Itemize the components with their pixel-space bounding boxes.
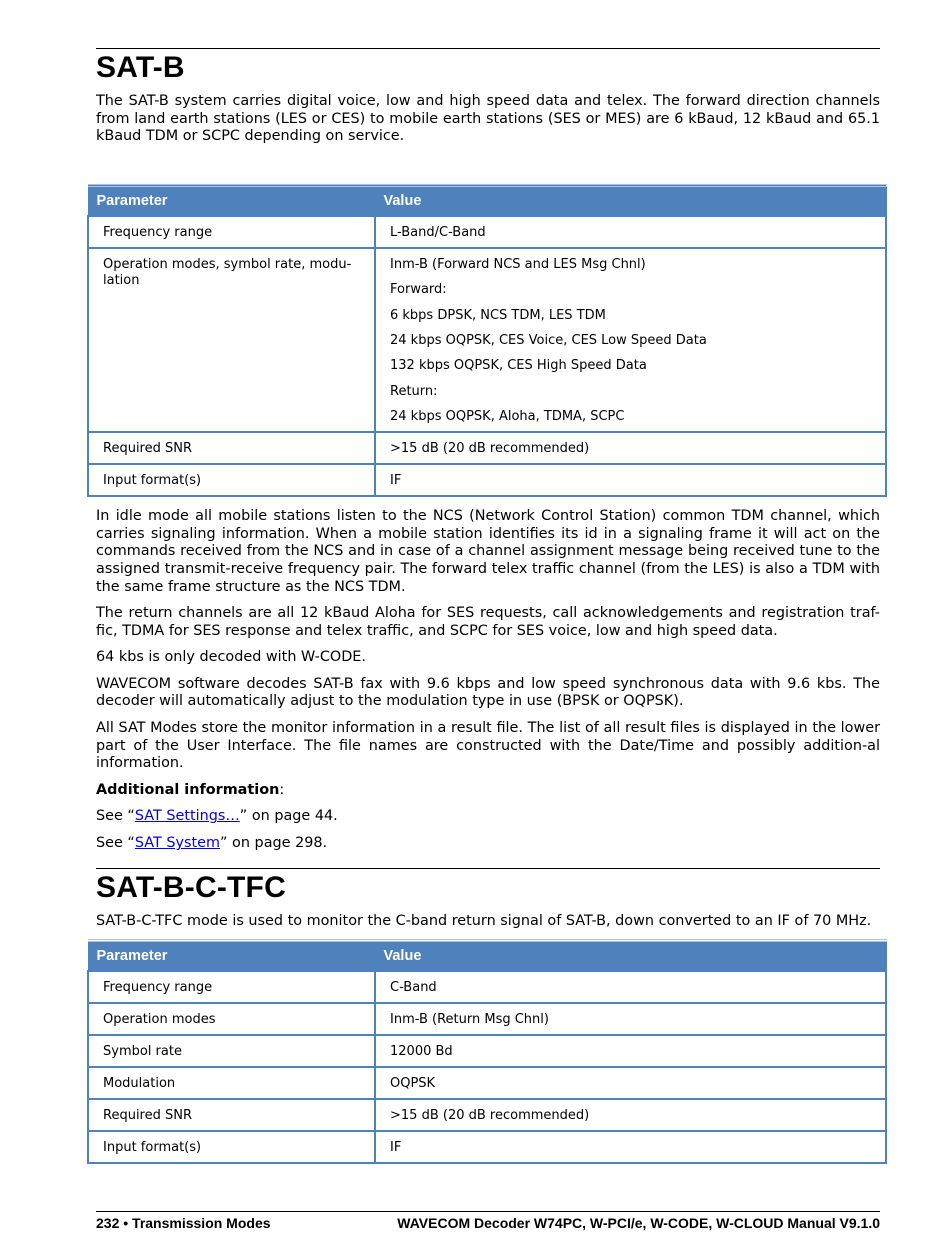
value-line: 6 kbps DPSK, NCS TDM, LES TDM	[390, 307, 606, 323]
parameter-cell: Required SNR	[88, 1099, 375, 1131]
section-title-sat-b-c-tfc: SAT-B-C-TFC	[96, 870, 286, 904]
parameter-cell: Frequency range	[88, 216, 375, 248]
table-row	[88, 1099, 886, 1131]
parameter-cell: Modulation	[88, 1067, 375, 1099]
value-line: C-Band	[390, 980, 437, 996]
value-line: 132 kbps OQPSK, CES High Speed Data	[390, 358, 647, 374]
see-also-prefix: See “	[96, 835, 135, 852]
header-parameter: Parameter	[88, 941, 375, 972]
footer-page-section: 232 • Transmission Modes	[96, 1215, 271, 1231]
value-cell	[375, 464, 886, 496]
value-line: 12000 Bd	[390, 1044, 453, 1060]
table-header-row	[88, 941, 886, 972]
see-also-suffix: ” on page 44.	[239, 808, 338, 825]
sat-b-intro: The SAT-B system carries digital voice, low and high speed data and telex. The forward direction channels from land earth stations (LES or CES) to mobile earth stations (SES or MES) are 6 kBaud, 12 kBaud and 65.1 kBaud TDM or SCPC depending on service.	[96, 93, 880, 145]
additional-information-colon: :	[279, 781, 285, 798]
see-also-line	[96, 835, 880, 853]
footer-manual-title: WAVECOM Decoder W74PC, W-PCI/e, W-CODE, W-CLOUD Manual V9.1.0	[397, 1215, 880, 1231]
header-value: Value	[375, 941, 886, 972]
value-cell	[375, 1131, 886, 1163]
parameter-cell: Input format(s)	[88, 1131, 375, 1163]
cross-reference-link[interactable]: SAT Settings…	[134, 808, 240, 825]
see-also-links	[96, 808, 880, 852]
value-line: 24 kbps OQPSK, CES Voice, CES Low Speed Data	[390, 332, 707, 348]
body-paragraph: WAVECOM software decodes SAT-B fax with 9.6 kbps and low speed synchronous data with 9.6 kbs. The decoder will automatically adjust to the modulation type in use (BPSK or OQPSK).	[96, 675, 880, 710]
table-row	[88, 464, 886, 496]
body-paragraph: The return channels are all 12 kBaud Aloha for SES requests, call acknowledgements and registration traf-fic, TDMA for SES response and telex traffic, and SCPC for SES voice, low and high speed data.	[96, 605, 880, 639]
parameter-cell: Input format(s)	[88, 464, 375, 496]
table-row	[88, 1035, 886, 1067]
see-also-suffix: ” on page 298.	[220, 835, 328, 852]
value-cell	[375, 1067, 886, 1099]
body-paragraph: 64 kbs is only decoded with W-CODE.	[96, 649, 366, 666]
value-line: L-Band/C-Band	[390, 224, 486, 240]
value-line: Forward:	[390, 282, 447, 298]
table-row	[88, 1003, 886, 1035]
parameter-cell: Required SNR	[88, 432, 375, 464]
value-line: >15 dB (20 dB recommended)	[390, 1108, 590, 1124]
table-header-row	[88, 185, 886, 216]
value-line: Inm-B (Return Msg Chnl)	[390, 1012, 549, 1028]
header-parameter: Parameter	[88, 185, 375, 216]
additional-information	[96, 782, 880, 800]
page-content	[96, 48, 880, 1164]
sat-b-body-text	[96, 508, 880, 773]
table-row	[88, 1131, 886, 1163]
table-row	[88, 432, 886, 464]
sat-b-table-body	[88, 216, 886, 496]
value-line: OQPSK	[390, 1076, 436, 1092]
see-also-line	[96, 808, 880, 826]
parameter-cell: Frequency range	[88, 971, 375, 1003]
additional-information-label: Additional information	[96, 781, 280, 798]
parameter-cell: Operation modes	[88, 1003, 375, 1035]
body-paragraph: All SAT Modes store the monitor information in a result file. The list of all result files is displayed in the lower part of the User Interface. The file names are constructed with the Date/Time and possibly addition-al information.	[96, 720, 880, 772]
value-line: IF	[390, 473, 402, 489]
value-line: IF	[390, 1140, 402, 1156]
sat-b-parameter-table	[87, 184, 887, 497]
table-row	[88, 248, 886, 432]
table-row	[88, 216, 886, 248]
value-line: Return:	[390, 383, 438, 399]
value-line: Inm-B (Forward NCS and LES Msg Chnl)	[390, 256, 646, 272]
parameter-cell: Symbol rate	[88, 1035, 375, 1067]
value-cell	[375, 1035, 886, 1067]
page-footer	[96, 1211, 880, 1231]
section-rule	[96, 868, 880, 869]
table-row	[88, 1067, 886, 1099]
header-value: Value	[375, 185, 886, 216]
value-cell	[375, 248, 886, 432]
value-cell	[375, 1099, 886, 1131]
section-title-sat-b: SAT-B	[96, 51, 185, 84]
value-line: 24 kbps OQPSK, Aloha, TDMA, SCPC	[390, 409, 625, 425]
value-cell	[375, 1003, 886, 1035]
table-row	[88, 971, 886, 1003]
parameter-cell: Operation modes, symbol rate, modu-lation	[88, 248, 375, 432]
section-rule	[96, 48, 880, 49]
value-cell	[375, 971, 886, 1003]
sat-b-c-tfc-parameter-table	[87, 939, 887, 1164]
body-paragraph: In idle mode all mobile stations listen to the NCS (Network Control Station) common TDM channel, which carries signaling information. When a mobile station identifies its id in a signaling frame it will act on the commands received from the NCS and in case of a channel assignment message being received tune to the assigned transmit-receive frequency pair. The forward telex traffic channel (from the LES) is also a TDM with the same frame structure as the NCS TDM.	[96, 508, 880, 595]
sat-b-c-tfc-intro: SAT-B-C-TFC mode is used to monitor the C-band return signal of SAT-B, down converted to an IF of 70 MHz.	[96, 912, 872, 929]
value-cell	[375, 216, 886, 248]
cross-reference-link[interactable]: SAT System	[134, 835, 221, 852]
sat-b-c-tfc-table-body	[88, 971, 886, 1163]
see-also-prefix: See “	[96, 808, 135, 825]
value-cell	[375, 432, 886, 464]
value-line: >15 dB (20 dB recommended)	[390, 441, 590, 457]
